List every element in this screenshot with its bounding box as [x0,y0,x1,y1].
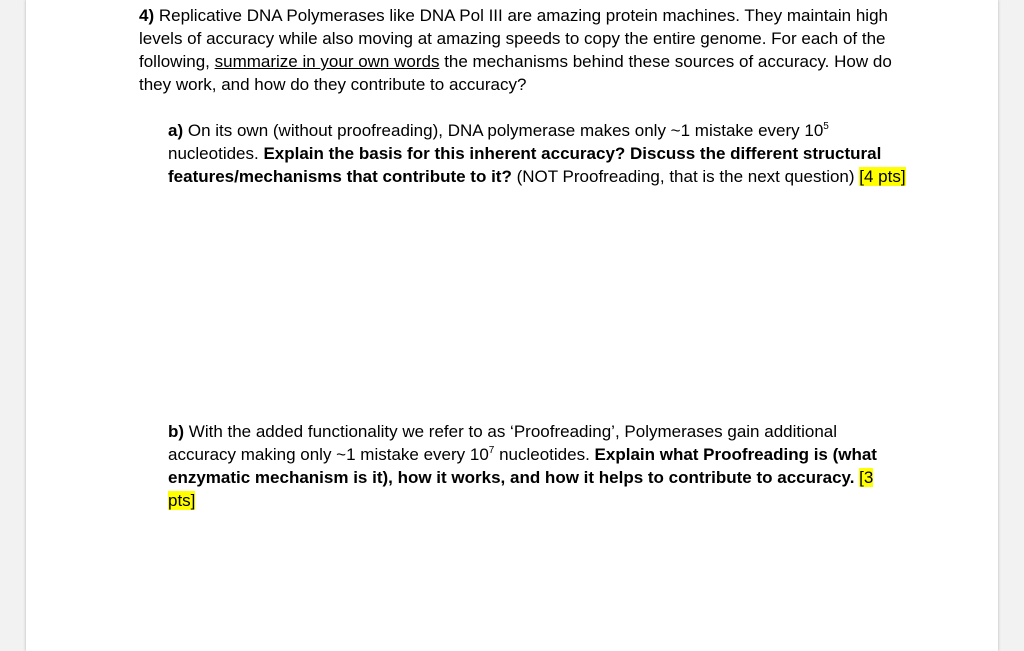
part-a-text: On its own (without proofreading), DNA polymerase makes only ~1 mistake every 10 [183,121,824,140]
question-number: 4) [139,6,155,25]
part-a-label: a) [168,121,184,140]
part-b-text: With the added functionality we refer to as ‘Proofreading’, Polymerases gain additional accuracy making only ~1 mistake every 10 [168,422,838,464]
underlined-instruction: summarize in your own words [214,52,440,71]
question-outro: the mechanisms behind these sources of accuracy. How do they work, and how do they contribute to accuracy? [139,52,892,94]
question-4a [168,119,908,188]
part-b-exponent: 7 [488,445,495,456]
part-a-exponent: 5 [823,121,829,132]
part-a-points: [4 pts] [859,167,906,186]
part-a-prompt: Explain the basis for this inherent accuracy? Discuss the different structural features/mechanisms that contribute to it? [168,144,882,186]
part-a-note: (NOT Proofreading, that is the next question) [511,167,860,186]
question-4b [168,420,888,512]
part-a-text-2: nucleotides. [168,144,264,163]
question-intro: Replicative DNA Polymerases like DNA Pol III are amazing protein machines. They maintain high levels of accuracy while also moving at amazing speeds to copy the entire genome. For each of the following, [139,6,888,71]
part-b-points: [3 pts] [168,468,874,510]
question-4 [139,4,899,96]
document-page [26,0,998,651]
part-b-label: b) [168,422,185,441]
part-b-text-2: nucleotides. [494,445,595,464]
part-b-prompt: Explain what Proofreading is (what enzymatic mechanism is it), how it works, and how it helps to contribute to accuracy. [168,445,877,487]
